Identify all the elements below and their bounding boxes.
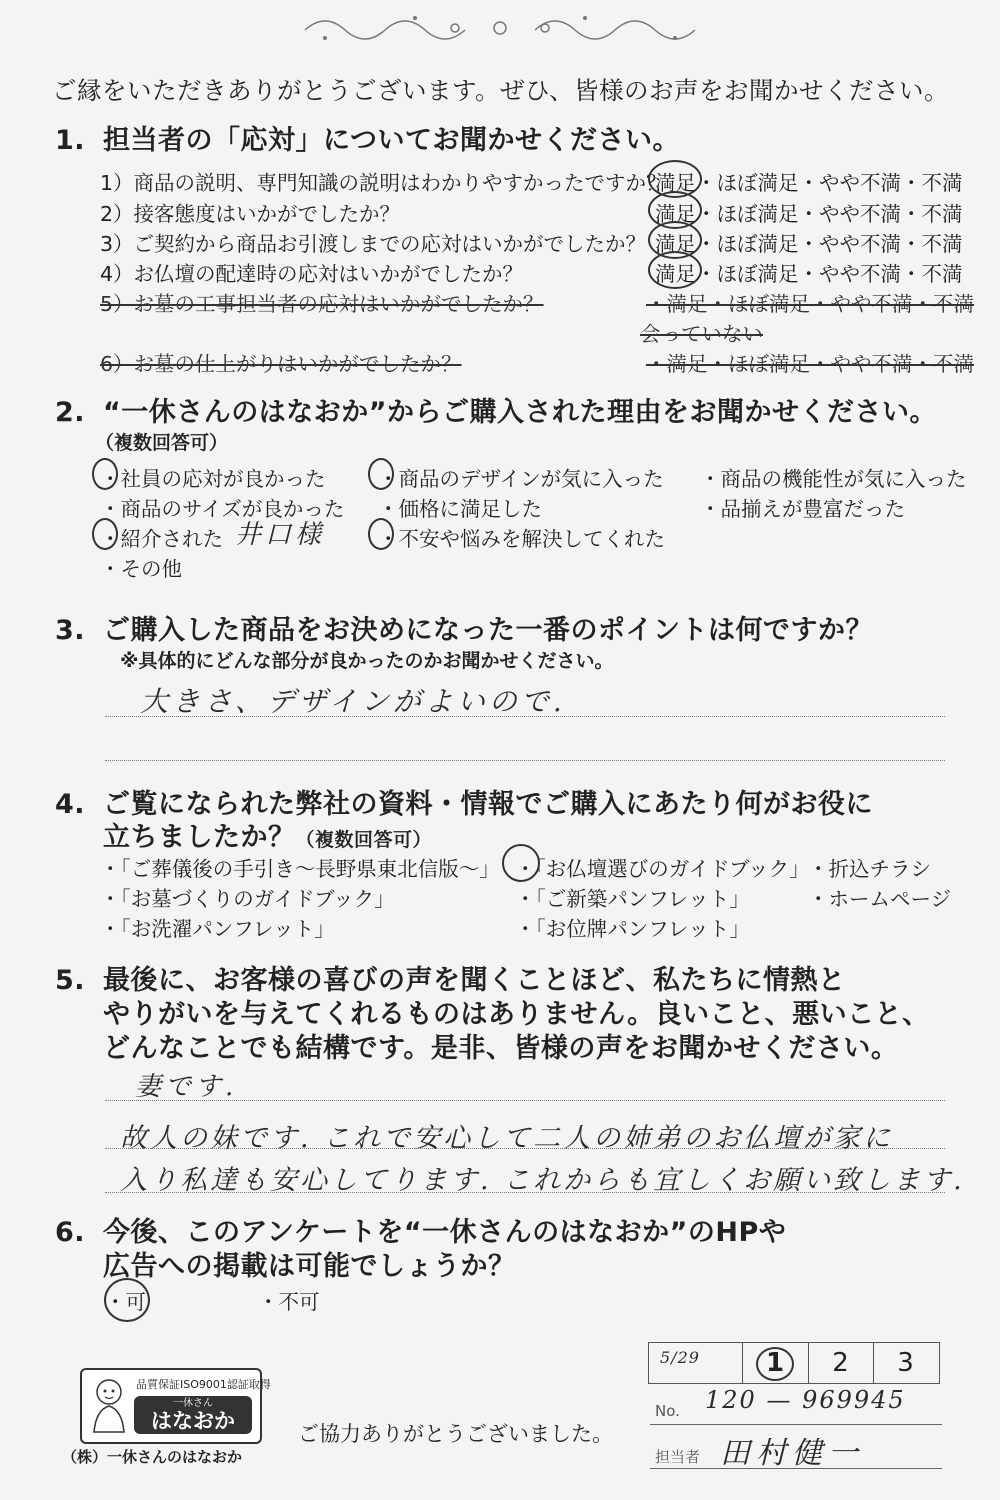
- logo-small-text: 一休さん: [173, 1398, 213, 1409]
- q4-option-laundry-pamphlet[interactable]: ・「お洗濯パンフレット」: [100, 917, 335, 941]
- q6-title-line1: 今後、このアンケートを“一休さんのはなおか”のHPや: [103, 1217, 787, 1248]
- q5-number: 5.: [55, 965, 86, 996]
- q2-option-variety[interactable]: ・品揃えが豊富だった: [700, 497, 905, 521]
- answer-line: [105, 1148, 945, 1149]
- logo-brand: はなおか: [151, 1409, 235, 1433]
- selection-circle: [92, 458, 118, 490]
- staff-underline: [650, 1468, 942, 1469]
- q5-answer-line2: 入り私達も安心してります. これからも宜しくお願い致します.: [120, 1165, 965, 1196]
- q6-option-no[interactable]: ・不可: [258, 1290, 320, 1314]
- q6-option-yes[interactable]: ・可: [105, 1290, 146, 1314]
- q4-option-ihai-pamphlet[interactable]: ・「お位牌パンフレット」: [515, 917, 750, 941]
- q5-answer-line0: 妻です.: [135, 1072, 238, 1102]
- q1-heading: [55, 118, 680, 157]
- q1-rating-4[interactable]: 満足・ほぼ満足・やや不満・不満: [655, 262, 963, 286]
- q2-subtitle: （複数回答可）: [95, 432, 229, 454]
- grade-1[interactable]: 1: [765, 1348, 785, 1378]
- q2-referral-handwritten: 井口様: [235, 520, 326, 550]
- answer-line: [105, 1192, 945, 1193]
- q2-option-other[interactable]: ・その他: [100, 557, 182, 581]
- selection-circle: [368, 518, 394, 550]
- q2-heading: [55, 390, 937, 429]
- q6-number: 6.: [55, 1217, 86, 1248]
- selection-circle: [756, 1347, 794, 1381]
- q1-number: 1.: [55, 125, 86, 156]
- footer-no-value: 120 — 969945: [705, 1386, 906, 1414]
- q2-option-referral[interactable]: ・紹介された: [100, 527, 223, 551]
- q4-title-line2: 立ちましたか？: [103, 822, 296, 853]
- selection-circle: [92, 518, 118, 550]
- footer-no-label: No.: [655, 1402, 680, 1420]
- intro-text: ご縁をいただきありがとうございます。ぜひ、皆様のお声をお聞かせください。: [52, 76, 950, 105]
- answer-line: [105, 1100, 945, 1101]
- selection-circle: [368, 458, 394, 490]
- q5-heading-line2: やりがいを与えてくれるものはありません。良いこと、悪いこと、: [103, 999, 930, 1030]
- footer-date: 5/29: [660, 1348, 700, 1367]
- footer-staff-label: 担当者: [655, 1448, 701, 1466]
- q4-option-butsudan-guide[interactable]: ・「お仏壇選びのガイドブック」: [515, 857, 810, 881]
- q1-item-2: 2）接客態度はいかがでしたか？: [100, 202, 401, 226]
- q1-item-5-struck: 5）お墓の工事担当者の応対はいかがでしたか？: [100, 292, 544, 316]
- q1-item-3: 3）ご契約から商品お引渡しまでの応対はいかがでしたか？: [100, 232, 647, 256]
- selection-circle: [502, 844, 540, 882]
- q1-note-not-met: 会っていない: [640, 322, 763, 346]
- q2-option-price[interactable]: ・価格に満足した: [378, 497, 542, 521]
- grade-3[interactable]: 3: [897, 1348, 914, 1378]
- no-underline: [650, 1424, 942, 1425]
- q3-subtitle: ※具体的にどんな部分が良かったのかお聞かせください。: [120, 650, 614, 672]
- q1-item-1: 1）商品の説明、専門知識の説明はわかりやすかったですか？: [100, 171, 667, 195]
- monk-mascot-icon: [88, 1376, 130, 1434]
- q4-option-flyer[interactable]: ・折込チラシ: [808, 857, 931, 881]
- company-name: （株）一休さんのはなおか: [62, 1448, 243, 1466]
- q6-heading-line2: 広告への掲載は可能でしょうか？: [103, 1251, 516, 1282]
- q2-title: “一休さんのはなおか”からご購入された理由をお聞かせください。: [103, 397, 937, 428]
- q4-option-homepage[interactable]: ・ホームページ: [808, 887, 952, 911]
- q1-rating-5-struck: ・満足・ほぼ満足・やや不満・不満: [646, 292, 974, 316]
- q5-heading-line3: どんなことでも結構です。是非、皆様の声をお聞かせください。: [103, 1033, 899, 1064]
- q1-item-6-struck: 6）お墓の仕上がりはいかがでしたか？: [100, 352, 462, 376]
- answer-line: [105, 760, 945, 761]
- q4-number: 4.: [55, 789, 86, 820]
- q4-option-newhome-pamphlet[interactable]: ・「ご新築パンフレット」: [515, 887, 750, 911]
- q1-title: 担当者の「応対」についてお聞かせください。: [103, 125, 680, 156]
- selection-circle: [104, 1278, 150, 1322]
- header-ornament: [295, 8, 705, 48]
- logo-banner: [134, 1396, 252, 1434]
- q4-option-grave-guide[interactable]: ・「お墓づくりのガイドブック」: [100, 887, 395, 911]
- q5-title-line1: 最後に、お客様の喜びの声を聞くことほど、私たちに情熱と: [103, 965, 846, 996]
- q4-option-funeral-guide[interactable]: ・「ご葬儀後の手引き～長野県東北信版～」: [100, 857, 500, 881]
- logo-tag: 品質保証ISO9001認証取得: [136, 1378, 271, 1391]
- q3-title: ご購入した商品をお決めになった一番のポイントは何ですか？: [103, 615, 873, 646]
- grade-2[interactable]: 2: [832, 1348, 849, 1378]
- q3-answer-handwritten: 大きさ、デザインがよいので.: [140, 685, 566, 718]
- q1-rating-2[interactable]: 満足・ほぼ満足・やや不満・不満: [655, 202, 963, 226]
- q1-rating-1[interactable]: 満足・ほぼ満足・やや不満・不満: [655, 171, 963, 195]
- q5-answer-line1: 故人の妹です. これで安心して二人の姉弟のお仏壇が家に: [120, 1123, 894, 1154]
- q2-option-staff[interactable]: ・社員の応対が良かった: [100, 467, 326, 491]
- q2-option-size[interactable]: ・商品のサイズが良かった: [100, 497, 345, 521]
- q4-title-line1: ご覧になられた弊社の資料・情報でご購入にあたり何がお役に: [103, 789, 873, 820]
- company-logo: [80, 1368, 271, 1444]
- q1-rating-3[interactable]: 満足・ほぼ満足・やや不満・不満: [655, 232, 963, 256]
- q4-subtitle: （複数回答可）: [295, 829, 433, 851]
- q2-option-function[interactable]: ・商品の機能性が気に入った: [700, 467, 967, 491]
- q1-rating-6-struck: ・満足・ほぼ満足・やや不満・不満: [646, 352, 974, 376]
- q1-item-4: 4）お仏壇の配達時の応対はいかがでしたか？: [100, 262, 524, 286]
- thanks-text: ご協力ありがとうございました。: [298, 1422, 613, 1446]
- q3-number: 3.: [55, 615, 86, 646]
- q2-option-solved[interactable]: ・不安や悩みを解決してくれた: [378, 527, 665, 551]
- selection-circle: [648, 251, 702, 289]
- q2-option-design[interactable]: ・商品のデザインが気に入った: [378, 467, 664, 491]
- answer-line: [105, 716, 945, 717]
- q3-heading: [55, 608, 873, 647]
- footer-staff-value: 田村健一: [720, 1436, 864, 1471]
- q2-number: 2.: [55, 397, 86, 428]
- q4-heading-line2: [103, 815, 432, 854]
